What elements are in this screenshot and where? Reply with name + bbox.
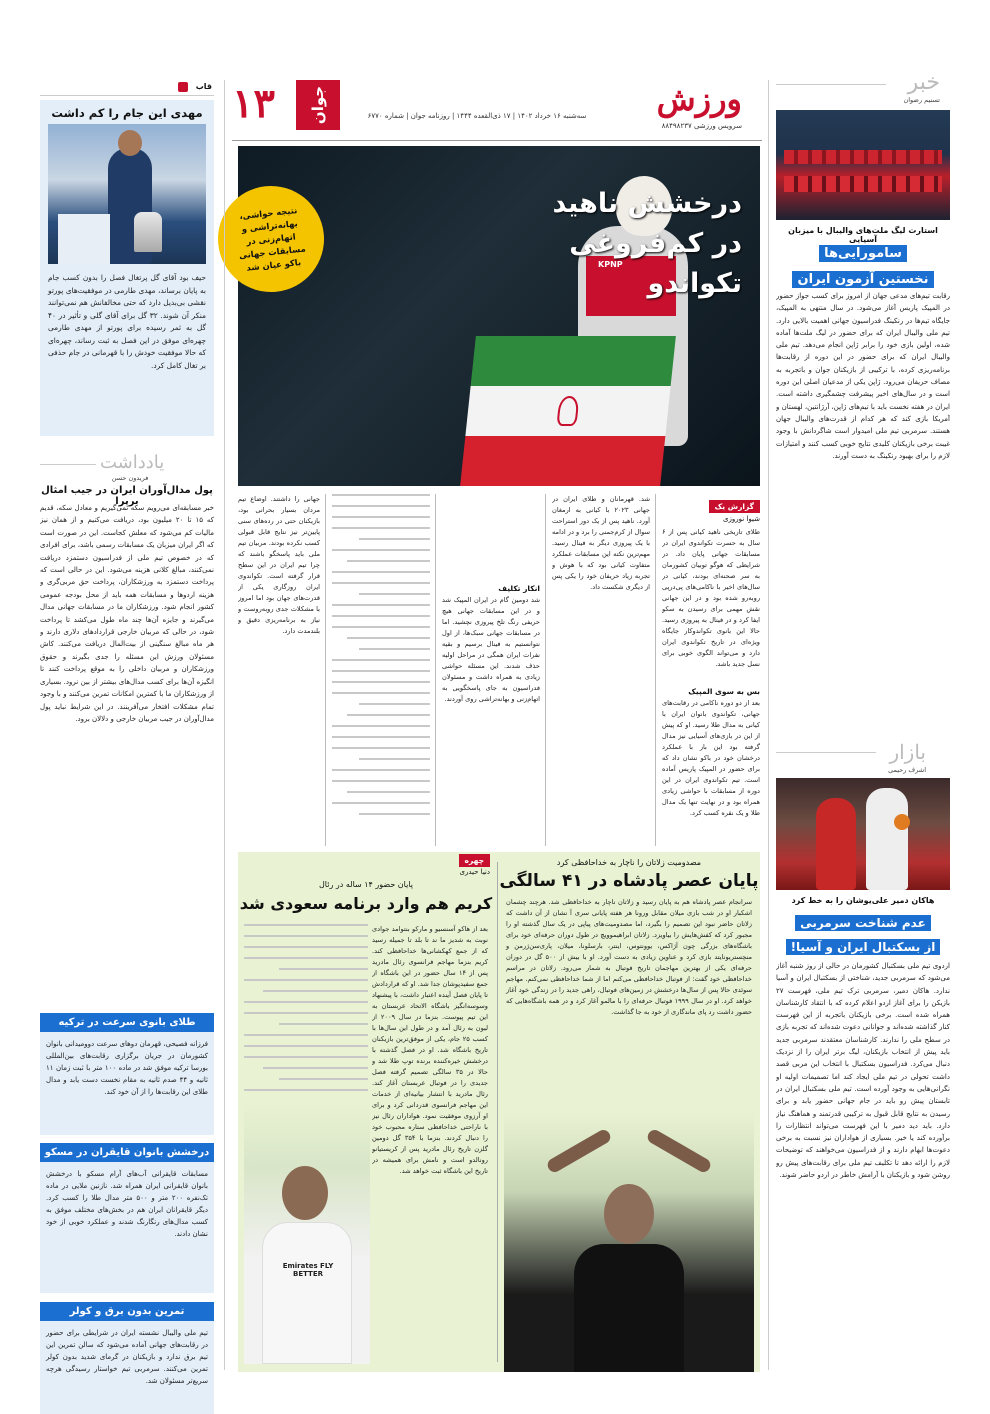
report-kicker: گزارش یک bbox=[714, 502, 754, 511]
hero-col-5 bbox=[238, 494, 320, 846]
basket-title-2-text: از بسکتبال ایران و آسیا! bbox=[786, 939, 941, 955]
page-number: ۱۳ bbox=[232, 80, 275, 127]
hero-title-line1: درخشش ناهید bbox=[552, 188, 742, 219]
benz-article bbox=[238, 852, 494, 1372]
khabar-label: خبر bbox=[907, 70, 940, 95]
section-contact: سرویس ورزشی ۸۸۴۹۸۲۳۷ bbox=[661, 122, 742, 130]
subhead-olympic bbox=[662, 683, 760, 698]
flag-white-stripe bbox=[465, 386, 670, 436]
masthead-divider bbox=[232, 140, 762, 141]
barq-title: تمرین بدون برق و کولر bbox=[69, 1306, 185, 1317]
col-sep-right bbox=[768, 80, 769, 1370]
moscow-title-bar bbox=[40, 1143, 214, 1162]
volley-body: رقابت تیم‌های مدعی جهان از امروز برای کسب جواز حضور در المپیک پاریس آغاز می‌شود. در سال منتهی به المپیک، جایگاه تیم‌ها در رنکینگ فدراسیون جهانی اهمیت بالایی دارد. تیم ملی والیبال ایران که برای حضور در لیگ ملت‌ها آماده شده، اولین بازی خود را برابر ژاپن انجام می‌دهد. تیم ملی والیبال ایران که برای حضور در این دوره از رقابت‌ها برنامه‌ریزی کرده، با ترکیبی از بازیکنان جوان و باتجربه به مصاف حریفان می‌رود. ژاپن یکی از مدعیان اصلی این دوره است و در سال‌های اخیر پیشرفت چشمگیری داشته است. ایران در هفته نخست باید با تیم‌های ژاپن، آرژانتین، لهستان و آمریکا بازی کند که هر کدام از قدرت‌های والیبال جهان هستند. سرمربی تیم ملی امیدوار است شاگردانش با وجود غیبت برخی بازیکنان کلیدی نتایج خوبی کسب کنند و امتیازات لازم را برای بهبود رنکینگ به دست آورند. bbox=[776, 292, 950, 460]
benz-body-left bbox=[244, 924, 368, 1100]
zlatan-arms-right bbox=[645, 1127, 713, 1174]
hero-col-3 bbox=[442, 494, 540, 846]
benz-torso bbox=[262, 1222, 352, 1364]
bazaar-rule bbox=[776, 752, 876, 753]
ball-icon bbox=[894, 814, 910, 830]
trophy-icon bbox=[134, 212, 162, 252]
volley-title bbox=[776, 242, 950, 291]
yaddasht-author: فریدون حسن bbox=[111, 474, 149, 482]
mehdi-box bbox=[40, 100, 214, 436]
benz-kicker: پایان حضور ۱۴ ساله در رئال bbox=[318, 880, 414, 889]
basket-body: اردوی تیم ملی بسکتبال کشورمان در حالی از روز شنبه آغاز می‌شود که سرمربی جدید، شناختی از بسکتبال ایران و آسیا ندارد. هاکان دمیر، سرمربی ترک تیم ملی، فهرست ۲۷ بازیکن را برای آغاز اردو اعلام کرده که با انتقاد کارشناسان همراه شده است. برخی بازیکنان باتجربه از این فهرست کنار گذاشته شده‌اند و جوانانی دعوت شده‌اند که تجربه بازی در سطح ملی را ندارند. کارشناسان معتقدند سرمربی جدید باید پیش از انتخاب بازیکنان، لیگ برتر ایران را از نزدیک دنبال می‌کرد. فدراسیون بسکتبال با انتخاب این مربی قصد داشت تحولی در تیم ملی ایجاد کند اما تصمیمات اولیه او نگرانی‌هایی به وجود آورده است. تیم ملی بسکتبال ایران در تابستان پیش رو باید در جام جهانی حضور یابد و برای رسیدن به نتایج قابل قبول به ترکیبی قدرتمند و هماهنگ نیاز دارد. باید دید دمیر با این فهرست می‌تواند انتظارات را برآورده کند یا خیر. بسیاری از هواداران نیز نسبت به برخی دعوت‌ها ابهام دارند و از فدراسیون می‌خواهند که توضیحات لازم را ارائه دهد تا تکلیف تیم ملی برای رقابت‌های پیش رو روشن شود و بازیکنان با آرامش خاطر در اردو حاضر شوند. bbox=[776, 962, 950, 1180]
player-red bbox=[816, 798, 856, 890]
moscow-body: مسابقات قایقرانی آب‌های آرام مسکو با درخشش بانوان قایقرانی ایران همراه شد. نازنین ملایی در ماده تک‌نفره ۲۰۰ متر و ۵۰۰ متر مدال طلا را کسب کرد. دیگر قایقرانان ایران هم در بخش‌های مختلف موفق به کسب مدال‌های رنگارنگ شدند و عملکرد خوبی از خود نشان دادند. bbox=[46, 1170, 209, 1238]
right-column bbox=[776, 70, 950, 1370]
moscow-box bbox=[40, 1143, 214, 1293]
section-title: ورزش bbox=[656, 80, 742, 118]
flag-white bbox=[58, 214, 110, 264]
benz-head bbox=[282, 1166, 328, 1220]
pool-title: پول مدال‌آوران ایران در جیب امثال برپرا bbox=[41, 485, 213, 507]
barq-body: تیم ملی والیبال نشسته ایران در شرایطی برای حضور در رقابت‌های جهانی آماده می‌شود که سالن تمرین این تیم برق ندارد و بازیکنان در گرمای شدید بدون کولر تمرین می‌کنند. سرمربی تیم خواستار رسیدگی هرچه سریع‌تر مسئولان شد. bbox=[46, 1329, 208, 1385]
benz-body-right: بعد از هاکو آسنسیو و مارکو بنتوامد جوادی نوبت به شدیز ما ند تا بلد تا جمیله رسید که از جمع کهکشانی‌ها خداحافظی کند. کریم بنزما مهاجم فرانسوی رئال مادرید پس از ۱۴ سال حضور در این باشگاه از جمع سفیدپوشان جدا شد. او که قراردادش تا پایان فصل آینده اعتبار داشت، با پیشنهاد وسوسه‌انگیز باشگاه الاتحاد عربستان به این تیم پیوست. بنزما در سال ۲۰۰۹ از لیون به رئال آمد و در طول این سال‌ها با کسب ۲۵ جام، یکی از موفق‌ترین بازیکنان تاریخ باشگاه شد. او در فصل گذشته با درخشش خیره‌کننده برنده توپ طلا شد و حالا در ۳۵ سالگی تصمیم گرفته فصل جدیدی را در فوتبال عربستان آغاز کند. رئال مادرید با انتشار بیانیه‌ای از خدمات این مهاجم فرانسوی قدردانی کرد و برای او آرزوی موفقیت نمود. هواداران رئال نیز با ناراحتی خداحافظی ستاره محبوب خود را دنبال کردند. بنزما با ۳۵۴ گل دومین گلزن تاریخ رئال مادرید پس از کریستیانو رونالدو است و نامش برای همیشه در تاریخ این باشگاه ثبت خواهد شد. bbox=[372, 925, 488, 1175]
left-column bbox=[40, 80, 214, 1385]
benz-report-kicker: چهره bbox=[464, 856, 484, 865]
mehdi-title: مهدی این جام را کم داشت bbox=[51, 106, 203, 120]
hero-body-1: طلای تاریخی ناهید کیانی پس از ۶ سال به حسرت تکواندوی ایران در مسابقات جهانی پایان داد. در شرایطی که هوگو توبیان کشورمان به سر صحنه‌ای بودند، کیانی در سال‌های اخیر با ناکامی‌های پی‌درپی روبه‌رو شده بود و در این جهانی نقش مهمی برای رسیدن به سکو ایفا کرد و در فینال به پیروزی رسید. حالا این بانوی تکواندوکار جایگاه ویژه‌ای در تاریخ تکواندوی ایران دارد و می‌تواند الگوی خوبی برای نسل جدید باشد. bbox=[662, 528, 760, 668]
basket-photo bbox=[776, 778, 950, 890]
hero-body-3: شد. قهرمانان و طلای ایران در جهانی ۲۰۲۳ با کیانی به ارمغان آورد. ناهید پس از یک دور استراحت سوال از کرم‌جمنی را برد و در ادامه با یک پیروزی دیگر به فینال رسید. مهم‌ترین نکته این مسابقات عملکرد متفاوت کیانی بود که با هوش و تجربه زیاد حریفان خود را یکی پس از دیگری شکست داد. bbox=[552, 495, 650, 591]
basket-title-2 bbox=[776, 936, 950, 957]
subhead-takalif-text: انکار تکلیف bbox=[498, 584, 540, 593]
hero-col-divider-3 bbox=[435, 494, 436, 846]
khabar-header bbox=[776, 70, 950, 106]
subhead-olympic-text: بس به سوی المپیک bbox=[688, 687, 760, 696]
hero-col-divider-2 bbox=[545, 494, 546, 846]
zlatan-article bbox=[498, 852, 760, 1372]
col-sep-left bbox=[224, 80, 225, 1370]
talaei-body: فرزانه فصیحی، قهرمان دوهای سرعت دوومیدانی بانوان کشورمان در جریان برگزاری رقابت‌های بین‌المللی بورسا ترکیه موفق شد در ماده ۱۰۰ متر با ثبت زمان ۱۱ ثانیه و ۴۴ صدم ثانیه به مقام نخست دست یابد و مدال طلای این رقابت‌ها را از آن خود کند. bbox=[46, 1040, 209, 1096]
hero-col-1 bbox=[662, 494, 760, 846]
hero-col-4 bbox=[332, 494, 430, 846]
qab-header bbox=[40, 80, 214, 96]
hero-col-divider-4 bbox=[325, 494, 326, 846]
iran-flag bbox=[460, 336, 676, 486]
talaei-box bbox=[40, 1013, 214, 1135]
hero-body-4: شد دومین گام در ایران المپیک شد و در این مسابقات جهانی هیچ حریفی رنگ تلخ پیروزی نچشید. اما در مسابقات جهانی سبک‌ها، از اول نتوانستیم به فینال برسیم و بقیه نفرات ایران همگی در مراحل اولیه حذف شدند. این مسئله حواشی زیادی به همراه داشت و مسئولان فدراسیون به جای پاسخگویی به اتهام‌زنی و بهانه‌تراشی روی آوردند. bbox=[442, 596, 540, 703]
volley-title-2-text: نخستین آزمون ایران bbox=[792, 271, 933, 288]
mehdi-body: حیف بود آقای گل پرتغال فصل را بدون کسب جام به پایان برساند، مهدی طارمی در موفقیت‌های پورتو نقشی بی‌بدیل دارد که حتی مخالفانش هم نمی‌توانند منکر آن شوند. ۳۲ گل برای آقای گلی و تأثیر در ۴۰ گل به ثمر رسیده برای پورتو از مهدی طارمی چهره‌ای موفق در این فصل به ثبت رساند، چهره‌ای که حالا موفقیت خودش را با قهرمانی در جام حذفی بر تغال کامل کرد. bbox=[48, 273, 206, 370]
hero-badge-text: نتیجه حواشی، بهانه‌تراشی و اتهام‌زنی در مسابقات جهانی باکو عیان شد bbox=[238, 204, 307, 273]
zlatan-kicker: مصدومیت زلاتان را ناچار به خداحافظی کرد bbox=[556, 858, 702, 867]
report-kicker-box bbox=[709, 500, 760, 513]
volley-title-1-text: سامورایی‌ها bbox=[819, 245, 907, 262]
khabar-rule bbox=[776, 84, 886, 85]
hero-title-line3: تکواندو bbox=[647, 268, 742, 299]
hero-col-divider-1 bbox=[655, 494, 656, 846]
hero-title bbox=[542, 184, 742, 304]
benz-shirt-text: Emirates FLY BETTER bbox=[282, 1262, 334, 1278]
paper-name: جوان bbox=[309, 85, 328, 125]
volley-caption: استارت لیگ ملت‌های والیبال با میزبان آسیایی bbox=[788, 226, 938, 244]
benz-kicker-box bbox=[459, 854, 490, 867]
bazaar-label: بازار bbox=[889, 740, 926, 764]
paper-logo bbox=[296, 80, 340, 130]
hero-article bbox=[238, 494, 760, 846]
volley-title-2 bbox=[776, 268, 950, 291]
benz-photo bbox=[244, 1102, 370, 1364]
talaei-title: طلای بانوی سرعت در ترکیه bbox=[58, 1017, 196, 1028]
player-white bbox=[866, 788, 908, 890]
flag-green bbox=[471, 336, 676, 386]
team-row-bottom bbox=[784, 176, 942, 192]
basket-title-1 bbox=[776, 912, 950, 933]
bazaar-author: اشرف رحیمی bbox=[888, 766, 926, 774]
hero-body-5: جهانی را داشتند. اوضاع تیم مردان بسیار بحرانی بود، بازیکنان حتی در رده‌های سنی پایین‌تر نیز نتایج قابل قبولی کسب نکرده بودند. مربیان تیم ملی باید پاسخگو باشند که چرا تیم ایران در این سطح قرار گرفته است. تکواندوی ایران روزگاری یکی از قدرت‌های جهان بود اما امروز با مشکلات جدی روبه‌روست و نیاز به برنامه‌ریزی دقیق و بلندمدت دارد. bbox=[238, 495, 320, 635]
yaddasht-header bbox=[40, 452, 214, 482]
basket-title bbox=[776, 912, 950, 957]
shirt-text: KPNP bbox=[598, 260, 623, 269]
benz-author: دنیا حیدری bbox=[459, 868, 490, 876]
bottom-divider bbox=[497, 862, 498, 1362]
bottom-section bbox=[238, 852, 760, 1372]
volley-photo bbox=[776, 110, 950, 220]
zlatan-photo bbox=[504, 1114, 754, 1372]
subhead-takalif bbox=[442, 494, 540, 595]
zlatan-arms-left bbox=[545, 1127, 613, 1174]
mehdi-photo bbox=[48, 124, 206, 264]
benz-title: کریم هم وارد برنامه سعودی شد bbox=[239, 894, 493, 913]
hero-title-line2: در کم‌فروغی bbox=[569, 228, 742, 259]
yaddasht-rule bbox=[40, 464, 96, 465]
date-line: سه‌شنبه ۱۶ خرداد ۱۴۰۲ | ۱۷ ذی‌القعده ۱۴۴۴ | روزنامه جوان | شماره ۶۷۷۰ bbox=[367, 112, 587, 120]
barq-title-bar bbox=[40, 1302, 214, 1321]
barq-box bbox=[40, 1302, 214, 1414]
basket-caption: هاکان دمیر علی‌یوشان را به خط کرد bbox=[791, 896, 935, 905]
hero-photo bbox=[238, 146, 760, 486]
play-icon bbox=[178, 82, 188, 92]
hero-body-2: بعد از دو دوره ناکامی در رقابت‌های جهانی، تکواندوی بانوان ایران با کیانی به مدال طلا رسید. او که پیش از این در بازی‌های آسیایی نیز مدال گرفته بود این بار با عملکرد درخشان خود در باکو نشان داد که برای حضور در المپیک پاریس آماده است. تیم تکواندوی ایران در این دوره از مسابقات با حواشی زیادی همراه بود و در نهایت تنها یک مدال طلا و یک نقره کسب کرد. bbox=[662, 699, 760, 817]
zlatan-body: سرانجام عصر پادشاه هم به پایان رسید و زلاتان ناچار به خداحافظی شد. هرچند چشمان اشکبار او در شب بازی میلان مقابل ورونا هر هفته پایانی سری آ نشان از آن داشت که زلاتان حاضر نبود این تصمیم را بگیرد، اما مصدومیت‌های پیاپی در یک سال گذشته او را مجبور کرد که کفش‌هایش را بیاویزد. زلاتان ابراهیموویچ در طول دوران حرفه‌ای خود برای باشگاه‌های بزرگی چون آژاکس، یوونتوس، اینتر، بارسلونا، میلان، پاری‌سن‌ژرمن و منچستریونایتد بازی کرد و عناوین زیادی به دست آورد. او با بیش از ۵۰۰ گل در دوران حرفه‌ای یکی از بهترین مهاجمان تاریخ فوتبال به شمار می‌رود. زلاتان در مراسم خداحافظی خود گفت: از فوتبال خداحافظی می‌کنم اما از شما خداحافظی نمی‌کنم. مهاجم سوئدی حالا پس از سال‌ها درخشش در زمین‌های فوتبال، راهی جدید را در زندگی خود آغاز خواهد کرد. او در سال ۱۹۹۹ فوتبال حرفه‌ای را با مالمو آغاز کرد و در همه باشگاه‌هایی که حضور داشت رد پای ماندگاری از خود به جا گذاشت. bbox=[506, 898, 752, 1016]
hero-col-2 bbox=[552, 494, 650, 846]
zlatan-head bbox=[604, 1184, 654, 1244]
khabar-author: تسنیم رضوان bbox=[903, 96, 940, 104]
hero-col-4-text bbox=[332, 494, 430, 824]
talaei-title-bar bbox=[40, 1013, 214, 1032]
player-head bbox=[118, 130, 142, 156]
zlatan-title: پایان عصر پادشاه در ۴۱ سالگی bbox=[499, 871, 759, 891]
pool-body: خبر مسابقه‌ای می‌رویم سکه نمی‌گیریم و معادل سکه، قدیم که ۱۵ تا ۲۰ میلیون بود، دریافت می‌کنیم و از همان نیز مالیات کم می‌شود که معلش کجاست. این در صورت است که اگر ایران میزبان یک مسابقات رسمی باشد، برای افرادی که در خصوص تیم ملی از فدراسیون دستمزد دریافت نمی‌کنند، مبالغ کلانی هزینه می‌شود. این در حالی است که پرداخت دستمزد به ورزشکاران، پرداخت حق مربی‌گری و هزینه اردوها و مسابقات همه باید از محل بودجه عمومی کشور انجام شود. ورزشکاران ما در مسابقات جهانی مدال می‌گیرند و جایزه آن‌ها چند ماه طول می‌کشد تا پرداخت شود، در حالی که مربیان خارجی قراردادهای دلاری دارند و هر ماه مبالغ سنگینی از بیت‌المال دریافت می‌کنند. کاش مسئولان ورزش این مسئله را جدی بگیرند و حقوق ورزشکاران و مربیان داخلی را به موقع پرداخت کنند تا انگیزه آن‌ها برای کسب مدال‌های بیشتر از بین نرود. بسیاری از ورزشکاران ما با کمترین امکانات تمرین می‌کنند و با وجود تمام مشکلات افتخار می‌آفرینند. در این شرایط نباید پول مدال‌آوران در جیب مربیان خارجی و دلالان برود. bbox=[40, 504, 214, 723]
yaddasht-label: یادداشت bbox=[100, 452, 165, 473]
bazaar-header bbox=[776, 740, 950, 776]
zlatan-torso bbox=[574, 1244, 684, 1372]
flag-red bbox=[460, 436, 665, 486]
masthead bbox=[232, 80, 762, 140]
qab-kicker: قاب bbox=[195, 82, 212, 91]
report-author: شیوا نوروزی bbox=[723, 515, 760, 523]
volley-title-1 bbox=[776, 242, 950, 265]
basket-title-1-text: عدم شناخت سرمربی bbox=[795, 915, 931, 931]
flag-emblem-icon bbox=[556, 396, 579, 426]
moscow-title: درخشش بانوان قایقران در مسکو bbox=[44, 1147, 210, 1158]
team-row-top bbox=[784, 150, 942, 164]
